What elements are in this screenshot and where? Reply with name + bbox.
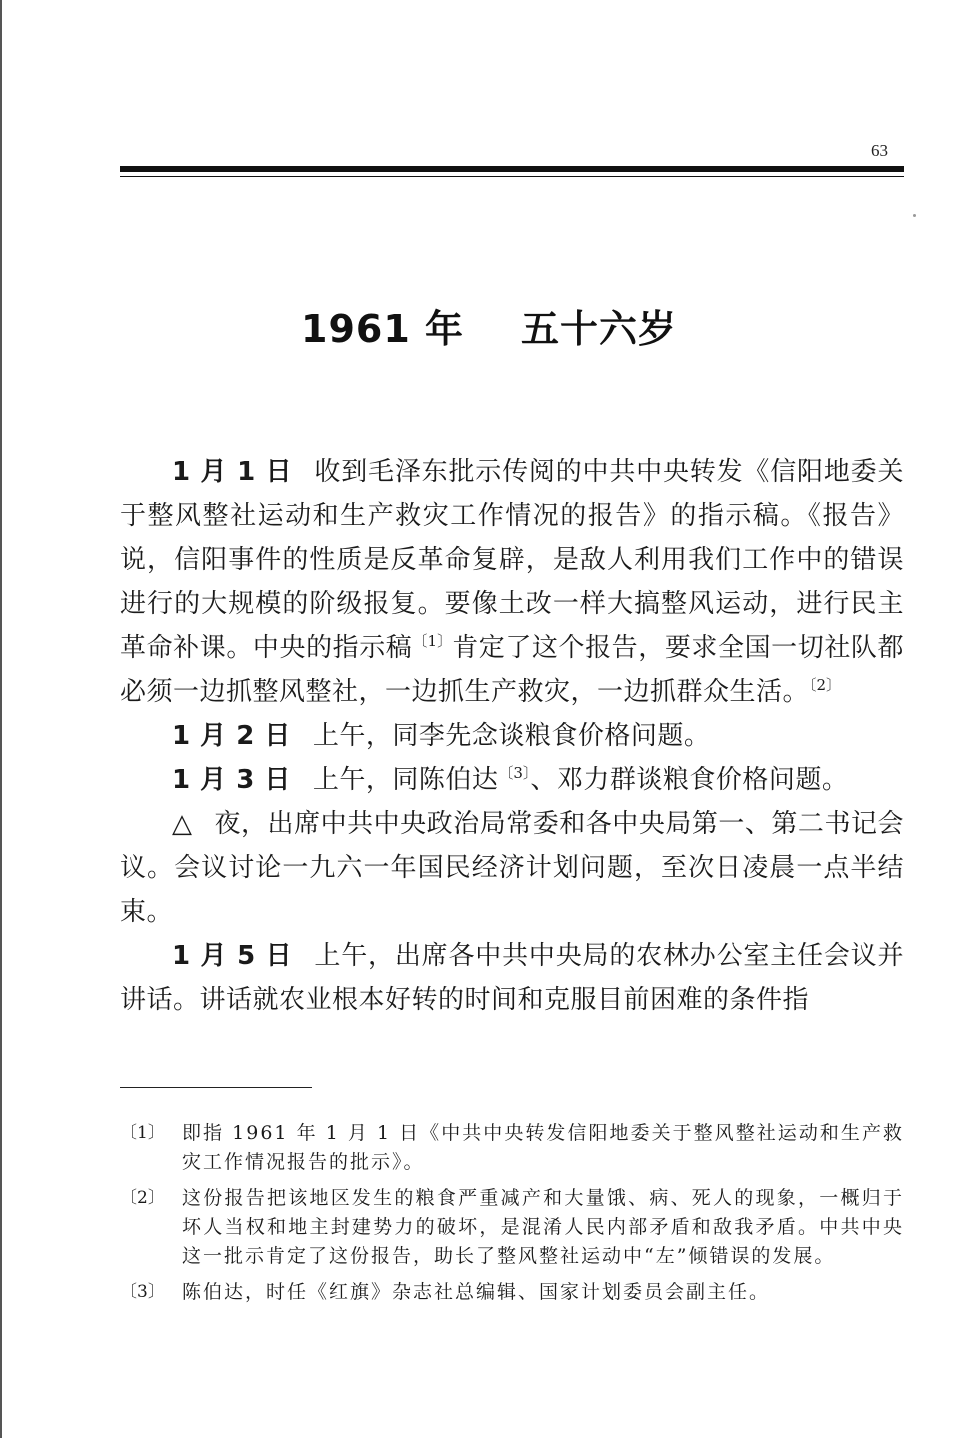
entry-text: 肯定了这个报告，要求全国一切社队都必须一边抓整风整社，一边抓生产救灾，一边抓群众生活。 [120,633,904,707]
entry-date: 1 月 5 日 [172,941,293,971]
body-text [120,450,904,1022]
entry-text: 、邓力群谈粮食价格问题。 [530,765,849,795]
entry-text: 上午，同陈伯达 [312,765,499,795]
footnote-text: 这份报告把该地区发生的粮食严重减产和大量饿、病、死人的现象，一概归于坏人当权和地主封建势力的破坏，是混淆人民内部矛盾和敌我矛盾。中共中央这一批示肯定了这份报告，助长了整风整社运动中“左”倾错误的发展。 [182,1187,904,1267]
entry-jan-3 [120,758,904,802]
triangle-marker-icon: △ [172,809,193,839]
page-number: 63 [871,141,888,160]
entry-jan-3-night [120,802,904,934]
footnote-mark: 〔3〕 [120,1282,165,1302]
header-rule-thick [120,166,904,172]
entry-date: 1 月 1 日 [172,457,293,487]
header-rule-thin [120,176,904,177]
entry-date: 1 月 3 日 [172,765,291,795]
entry-date: 1 月 2 日 [172,721,291,751]
entry-jan-2 [120,714,904,758]
footnote-3 [120,1278,904,1307]
footnote-ref-2[interactable]: 〔2〕 [809,676,842,694]
footnote-text: 陈伯达，时任《红旗》杂志社总编辑、国家计划委员会副主任。 [182,1281,771,1303]
footnote-mark: 〔1〕 [120,1123,165,1143]
entry-text: 夜，出席中共中央政治局常委和各中央局第一、第二书记会议。会议讨论一九六一年国民经济计划问题，至次日凌晨一点半结束。 [120,809,904,927]
footnote-2 [120,1184,904,1271]
footnote-divider [120,1087,312,1088]
entry-jan-1 [120,450,904,714]
footnote-ref-1[interactable]: 〔1〕 [412,632,453,650]
entry-jan-5 [120,934,904,1022]
footnotes [120,1119,904,1314]
entry-text: 收到毛泽东批示传阅的中共中央转发《信阳地委关于整风整社运动和生产救灾工作情况的报告》的指示稿。《报告》说，信阳事件的性质是反革命复辟，是敌人利用我们工作中的错误进行的大规模的阶级报复。要像土改一样大搞整风运动，进行民主革命补课。中央的指示稿 [120,457,904,663]
entry-text: 上午，出席各中共中央局的农林办公室主任会议并讲话。讲话就农业根本好转的时间和克服目前困难的条件指 [120,941,904,1015]
entry-text: 上午，同李先念谈粮食价格问题。 [312,721,711,751]
chapter-title: 1961 年 五十六岁 [301,307,677,351]
page-left-edge [0,0,2,1438]
footnote-ref-3[interactable]: 〔3〕 [498,764,531,782]
footnote-1 [120,1119,904,1177]
footnote-text: 即指 1961 年 1 月 1 日《中共中央转发信阳地委关于整风整社运动和生产救灾工作情况报告的批示》。 [182,1122,904,1173]
scan-speck [913,214,916,217]
footnote-mark: 〔2〕 [120,1188,165,1208]
